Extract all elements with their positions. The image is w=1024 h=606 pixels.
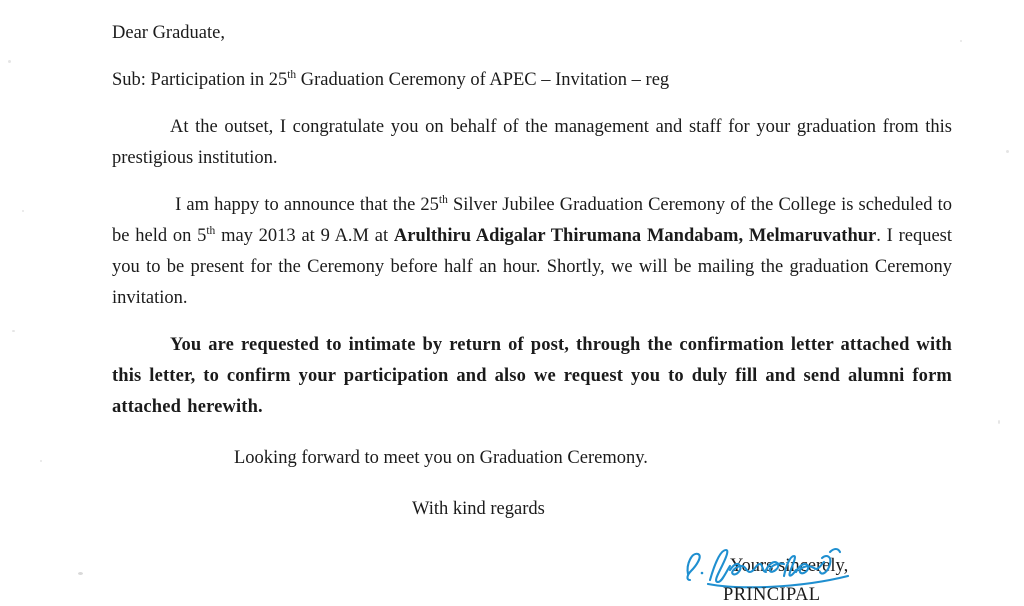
subject-prefix: Sub: Participation in 25 (112, 70, 288, 90)
announcement-part-4: . I request you to be present for the Ceremony before half an hour. Shortly, we will be mailing the graduation Ceremony invitation. (112, 226, 953, 308)
scan-speck (12, 330, 15, 332)
paragraph-request-bold: You are requested to intimate by return of post, through the confirmation letter attached with this letter, to confirm your participation and also we request you to duly fill and send alumni form attached herewith. (112, 335, 952, 417)
closing-looking-forward: Looking forward to meet you on Graduation Ceremony. (234, 448, 648, 468)
venue-name: Arulthiru Adigalar Thirumana Mandabam, Melmaruvathur (393, 226, 877, 246)
closing-kind-regards: With kind regards (412, 499, 545, 519)
scan-speck (960, 40, 962, 42)
signature-designation: PRINCIPAL (723, 585, 821, 605)
ordinal-5th: th (206, 224, 216, 237)
salutation: Dear Graduate, (112, 23, 225, 43)
scan-speck (22, 210, 24, 212)
scan-speck (40, 460, 42, 462)
scan-speck (1006, 150, 1009, 153)
handwritten-signature-icon (680, 540, 880, 590)
announcement-part-1: I am happy to announce that the 25 (175, 195, 439, 215)
paragraph-congratulation: At the outset, I congratulate you on behalf of the management and staff for your graduation from this prestigious institution. (112, 117, 952, 168)
announcement-part-3: may 2013 at 9 A.M at (215, 226, 394, 246)
scan-speck (998, 420, 1000, 424)
subject-suffix: Graduation Ceremony of APEC – Invitation – reg (296, 70, 670, 90)
closing-yours-sincerely: Yours sincerely, (730, 556, 849, 576)
letter-body (112, 18, 952, 582)
scan-speck (8, 60, 11, 63)
ordinal-25th: th (438, 193, 448, 206)
announcement-part-2: Silver Jubilee Graduation Ceremony of the College is scheduled to be held on 5 (112, 195, 953, 246)
paragraph-announcement (112, 190, 952, 314)
subject-ordinal-suffix: th (287, 68, 297, 81)
subject-line (112, 65, 952, 96)
scan-speck (78, 572, 83, 575)
